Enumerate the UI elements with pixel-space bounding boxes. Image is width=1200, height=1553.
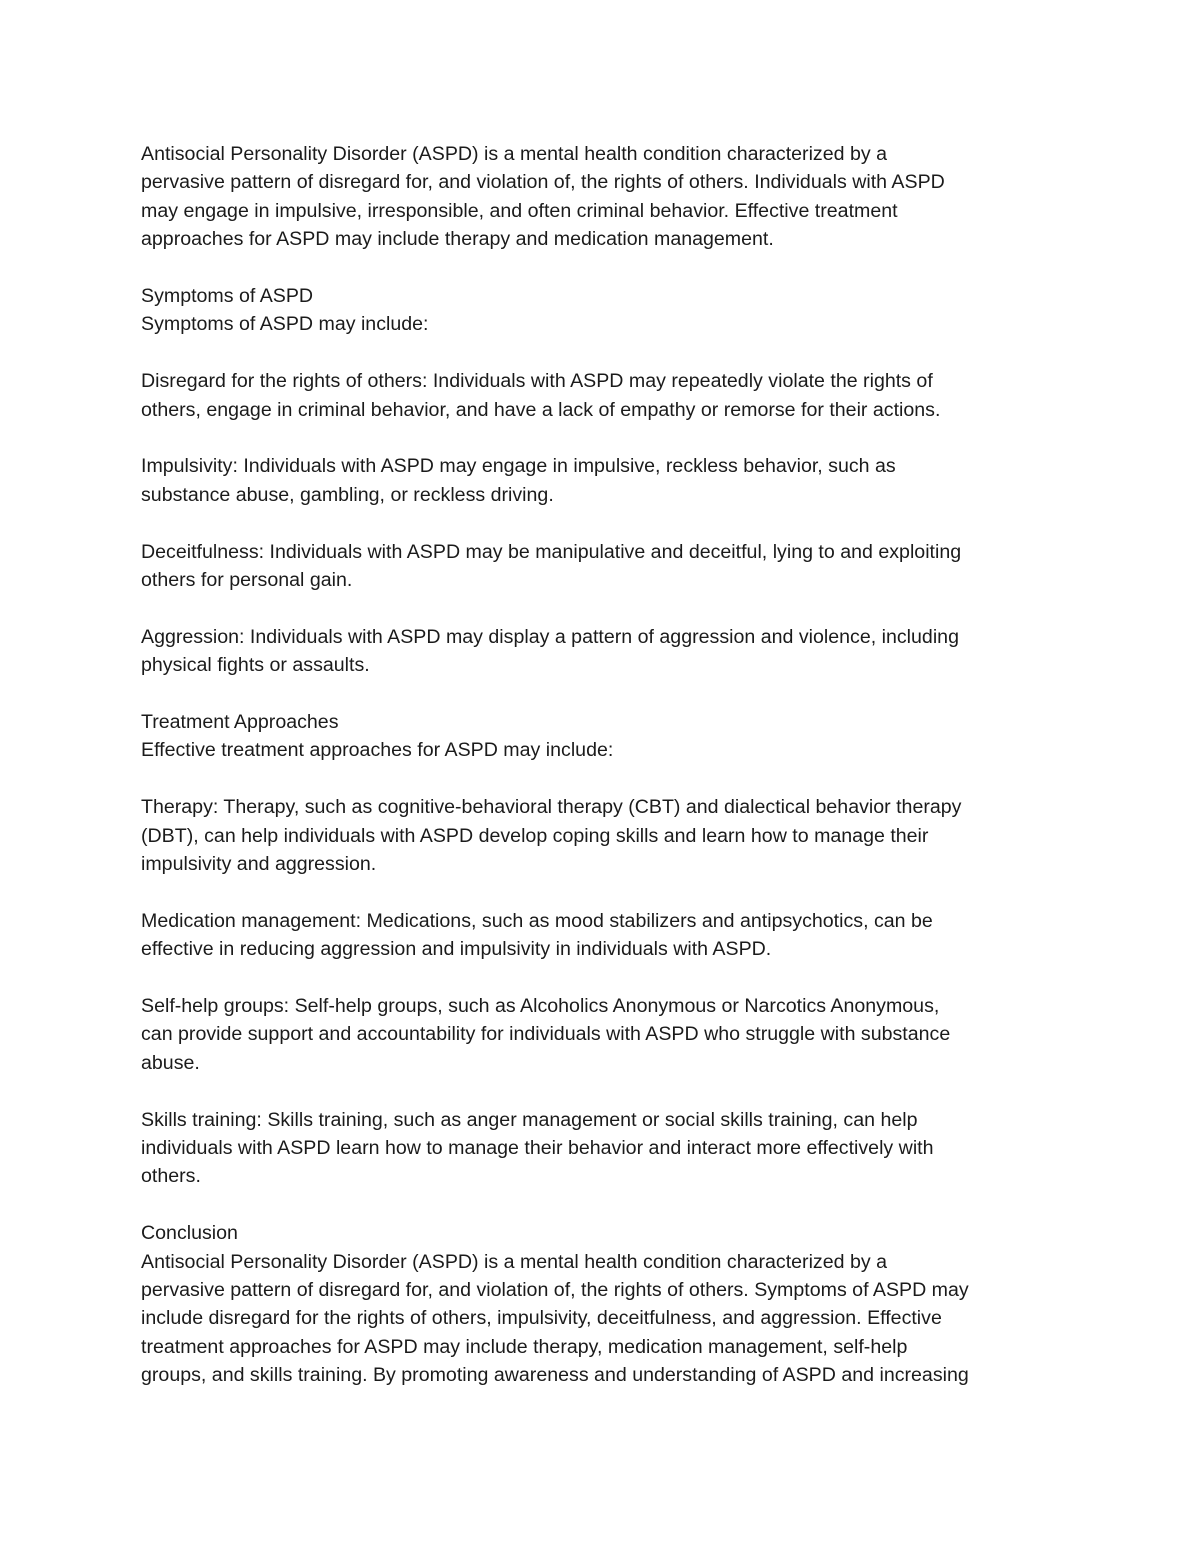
text-line: pervasive pattern of disregard for, and violation of, the rights of others. Symptoms of ASPD may bbox=[141, 1279, 969, 1302]
text-line: individuals with ASPD learn how to manage their behavior and interact more effectively with bbox=[141, 1137, 934, 1160]
text-line: Antisocial Personality Disorder (ASPD) is a mental health condition characterized by a bbox=[141, 143, 887, 165]
text-line: pervasive pattern of disregard for, and violation of, the rights of others. Individuals with ASPD bbox=[141, 171, 945, 194]
text-line: Symptoms of ASPD may include: bbox=[141, 313, 429, 336]
text-line: others. bbox=[141, 1165, 201, 1188]
aggression-paragraph bbox=[141, 623, 1061, 680]
text-line: include disregard for the rights of others, impulsivity, deceitfulness, and aggression. Effective bbox=[141, 1307, 942, 1330]
text-line: physical fights or assaults. bbox=[141, 654, 370, 677]
disregard-paragraph bbox=[141, 367, 1061, 424]
text-line: Aggression: Individuals with ASPD may display a pattern of aggression and violence, including bbox=[141, 625, 959, 648]
text-line: Disregard for the rights of others: Individuals with ASPD may repeatedly violate the rights of bbox=[141, 370, 933, 393]
text-line: substance abuse, gambling, or reckless driving. bbox=[141, 483, 554, 506]
text-line: may engage in impulsive, irresponsible, and often criminal behavior. Effective treatment bbox=[141, 199, 898, 222]
skills-paragraph bbox=[141, 1106, 1061, 1191]
text-line: others, engage in criminal behavior, and have a lack of empathy or remorse for their actions. bbox=[141, 398, 941, 421]
treatment-section-heading bbox=[141, 708, 1061, 765]
symptoms-section-heading bbox=[141, 282, 1061, 339]
document-body bbox=[141, 140, 1061, 1418]
text-line: impulsivity and aggression. bbox=[141, 853, 377, 876]
text-line: Skills training: Skills training, such as anger management or social skills training, can help bbox=[141, 1108, 918, 1131]
text-line: Impulsivity: Individuals with ASPD may engage in impulsive, reckless behavior, such as bbox=[141, 455, 896, 478]
impulsivity-paragraph bbox=[141, 452, 1061, 509]
text-line: effective in reducing aggression and impulsivity in individuals with ASPD. bbox=[141, 938, 772, 961]
section-heading: Treatment Approaches bbox=[141, 711, 339, 734]
deceitfulness-paragraph bbox=[141, 538, 1061, 595]
section-heading: Conclusion bbox=[141, 1222, 238, 1245]
conclusion-paragraph bbox=[141, 1219, 1061, 1389]
text-line: Antisocial Personality Disorder (ASPD) is a mental health condition characterized by a bbox=[141, 1250, 887, 1273]
text-line: (DBT), can help individuals with ASPD develop coping skills and learn how to manage their bbox=[141, 824, 929, 847]
text-line: Effective treatment approaches for ASPD may include: bbox=[141, 739, 614, 762]
text-line: Therapy: Therapy, such as cognitive-behavioral therapy (CBT) and dialectical behavior therapy bbox=[141, 796, 962, 819]
text-line: others for personal gain. bbox=[141, 569, 353, 592]
text-line: groups, and skills training. By promoting awareness and understanding of ASPD and increasing bbox=[141, 1364, 969, 1387]
text-line: approaches for ASPD may include therapy and medication management. bbox=[141, 228, 774, 251]
text-line: can provide support and accountability for individuals with ASPD who struggle with substance bbox=[141, 1023, 951, 1046]
text-line: Deceitfulness: Individuals with ASPD may be manipulative and deceitful, lying to and exploiting bbox=[141, 540, 962, 563]
intro-paragraph bbox=[141, 140, 1061, 254]
therapy-paragraph bbox=[141, 793, 1061, 878]
text-line: Medication management: Medications, such as mood stabilizers and antipsychotics, can be bbox=[141, 909, 933, 932]
self-help-paragraph bbox=[141, 992, 1061, 1077]
text-line: treatment approaches for ASPD may include therapy, medication management, self-help bbox=[141, 1335, 908, 1358]
medication-paragraph bbox=[141, 907, 1061, 964]
text-line: Self-help groups: Self-help groups, such as Alcoholics Anonymous or Narcotics Anonymous, bbox=[141, 995, 940, 1018]
section-heading: Symptoms of ASPD bbox=[141, 285, 314, 308]
text-line: abuse. bbox=[141, 1051, 200, 1074]
